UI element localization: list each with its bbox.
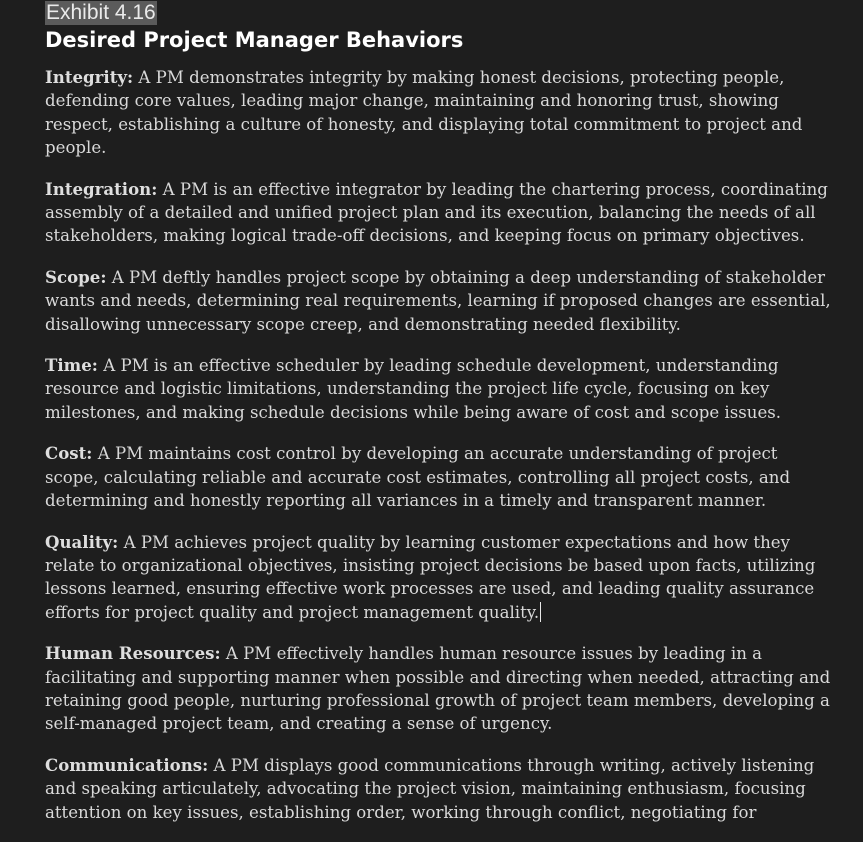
term-label: Cost: <box>45 443 93 464</box>
exhibit-label[interactable]: Exhibit 4.16 <box>46 1 156 24</box>
paragraph-text: A PM is an effective integrator by leading the chartering process, coordinating assembly of a detailed and unified project plan and its execution, balancing the needs of all stakeholders, making logical trade-off decisions, and keeping focus on primary objectives. <box>45 179 828 246</box>
paragraph-text: A PM maintains cost control by developing an accurate understanding of project scope, calculating reliable and accurate cost estimates, controlling all project costs, and determining and honestly reporting all variances in a timely and transparent manner. <box>45 444 791 511</box>
paragraph-text: A PM is an effective scheduler by leading schedule development, understanding resource and logistic limitations, understanding the project life cycle, focusing on key milestones, and making schedule decisions while being aware of cost and scope issues. <box>45 356 782 422</box>
term-label: Integration: <box>45 178 158 199</box>
document-page <box>45 0 835 842</box>
term-label: Integrity: <box>45 67 134 87</box>
page-title: Desired Project Manager Behaviors <box>45 28 464 52</box>
paragraph-human-resources <box>45 642 835 736</box>
paragraph-communications <box>45 754 835 824</box>
term-label: Human Resources: <box>45 643 221 664</box>
paragraph-integrity <box>45 66 835 160</box>
paragraph-text: A PM effectively handles human resource issues by leading in a facilitating and supporting manner when possible and directing when needed, attracting and retaining good people, nurturing professional growth of project team members, developing a self-managed project team, and creating a sense of urgency. <box>45 644 831 734</box>
paragraph-time <box>45 354 835 424</box>
term-label: Scope: <box>45 266 107 287</box>
paragraph-cost <box>45 442 835 512</box>
term-label: Quality: <box>45 531 119 552</box>
paragraph-text: A PM demonstrates integrity by making honest decisions, protecting people, defending core values, leading major change, maintaining and honoring trust, showing respect, establishing a culture of honesty, and displaying total commitment to project and people. <box>45 68 803 158</box>
paragraph-scope <box>45 266 835 336</box>
paragraph-text: A PM deftly handles project scope by obtaining a deep understanding of stakeholder wants and needs, determining real requirements, learning if proposed changes are essential, disallowing unnecessary scope creep, and demonstrating needed flexibility. <box>45 267 831 334</box>
text-cursor <box>540 602 541 622</box>
paragraph-integration <box>45 178 835 248</box>
paragraph-text: A PM achieves project quality by learning customer expectations and how they relate to organizational objectives, insisting project decisions be based upon facts, utilizing lessons learned, ensuring effective work processes are used, and leading quality assurance efforts for project quality and project management quality. <box>45 532 816 622</box>
term-label: Communications: <box>45 754 209 775</box>
term-label: Time: <box>45 355 98 376</box>
paragraph-text: A PM displays good communications through writing, actively listening and speaking articulately, advocating the project vision, maintaining enthusiasm, focusing attention on key issues, establishing order, working through conflict, negotiating for <box>45 755 815 822</box>
paragraph-quality <box>45 531 835 625</box>
